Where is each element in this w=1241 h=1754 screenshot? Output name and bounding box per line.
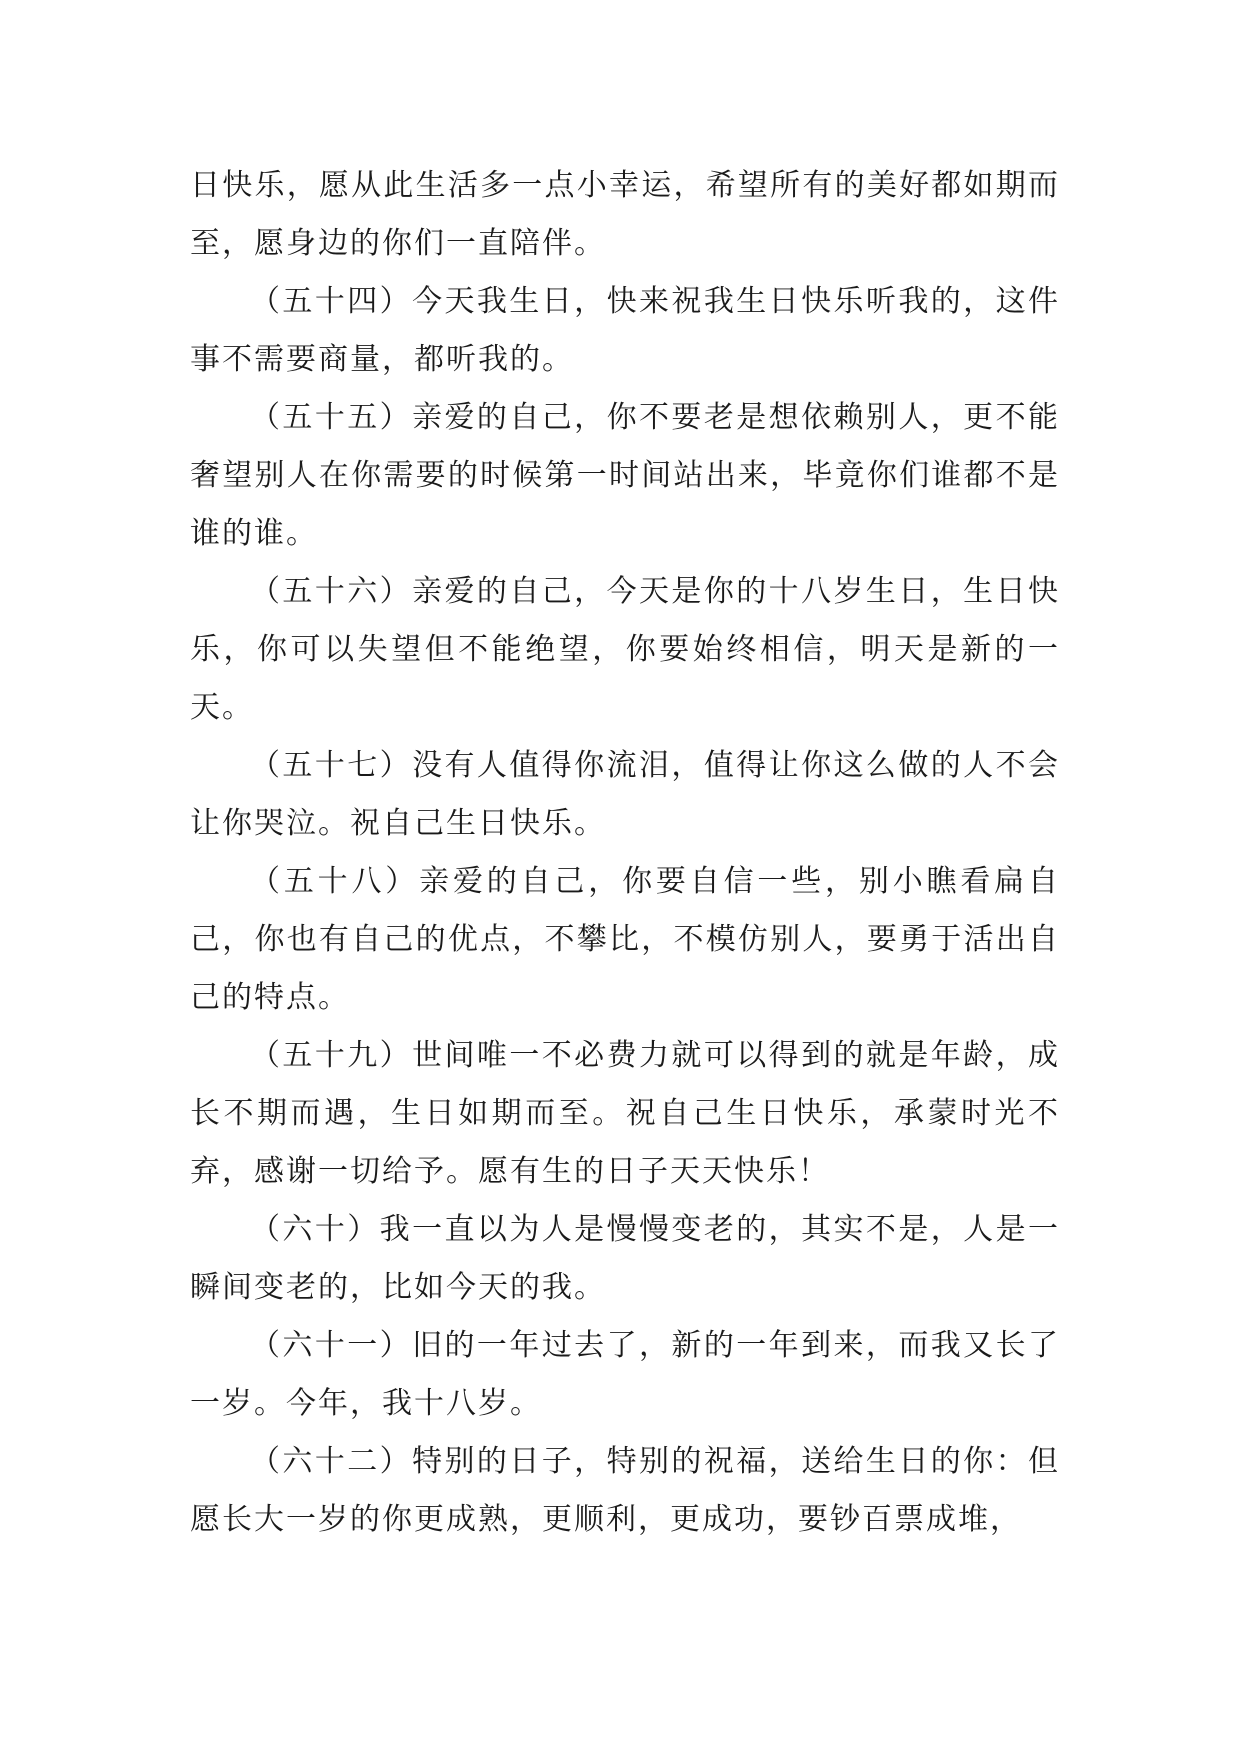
paragraph-continuation: 日快乐，愿从此生活多一点小幸运，希望所有的美好都如期而至，愿身边的你们一直陪伴。 [190,168,1060,261]
paragraph-56: （五十六）亲爱的自己，今天是你的十八岁生日，生日快乐，你可以失望但不能绝望，你要始终相信，明天是新的一天。 [190,574,1060,725]
paragraph-55: （五十五）亲爱的自己，你不要老是想依赖别人，更不能奢望别人在你需要的时候第一时间站出来，毕竟你们谁都不是谁的谁。 [190,400,1060,551]
paragraph-60: （六十）我一直以为人是慢慢变老的，其实不是，人是一瞬间变老的，比如今天的我。 [190,1212,1060,1305]
document-body [190,157,1060,1549]
paragraph-58: （五十八）亲爱的自己，你要自信一些，别小瞧看扁自己，你也有自己的优点，不攀比，不模仿别人，要勇于活出自己的特点。 [190,864,1060,1015]
paragraph-54: （五十四）今天我生日，快来祝我生日快乐听我的，这件事不需要商量，都听我的。 [190,284,1060,377]
paragraph-62: （六十二）特别的日子，特别的祝福，送给生日的你：但愿长大一岁的你更成熟，更顺利，更成功，要钞百票成堆， [190,1444,1060,1537]
paragraph-57: （五十七）没有人值得你流泪，值得让你这么做的人不会让你哭泣。祝自己生日快乐。 [190,748,1060,841]
paragraph-61: （六十一）旧的一年过去了，新的一年到来，而我又长了一岁。今年，我十八岁。 [190,1328,1060,1421]
paragraph-59: （五十九）世间唯一不必费力就可以得到的就是年龄，成长不期而遇，生日如期而至。祝自己生日快乐，承蒙时光不弃，感谢一切给予。愿有生的日子天天快乐！ [190,1038,1060,1189]
